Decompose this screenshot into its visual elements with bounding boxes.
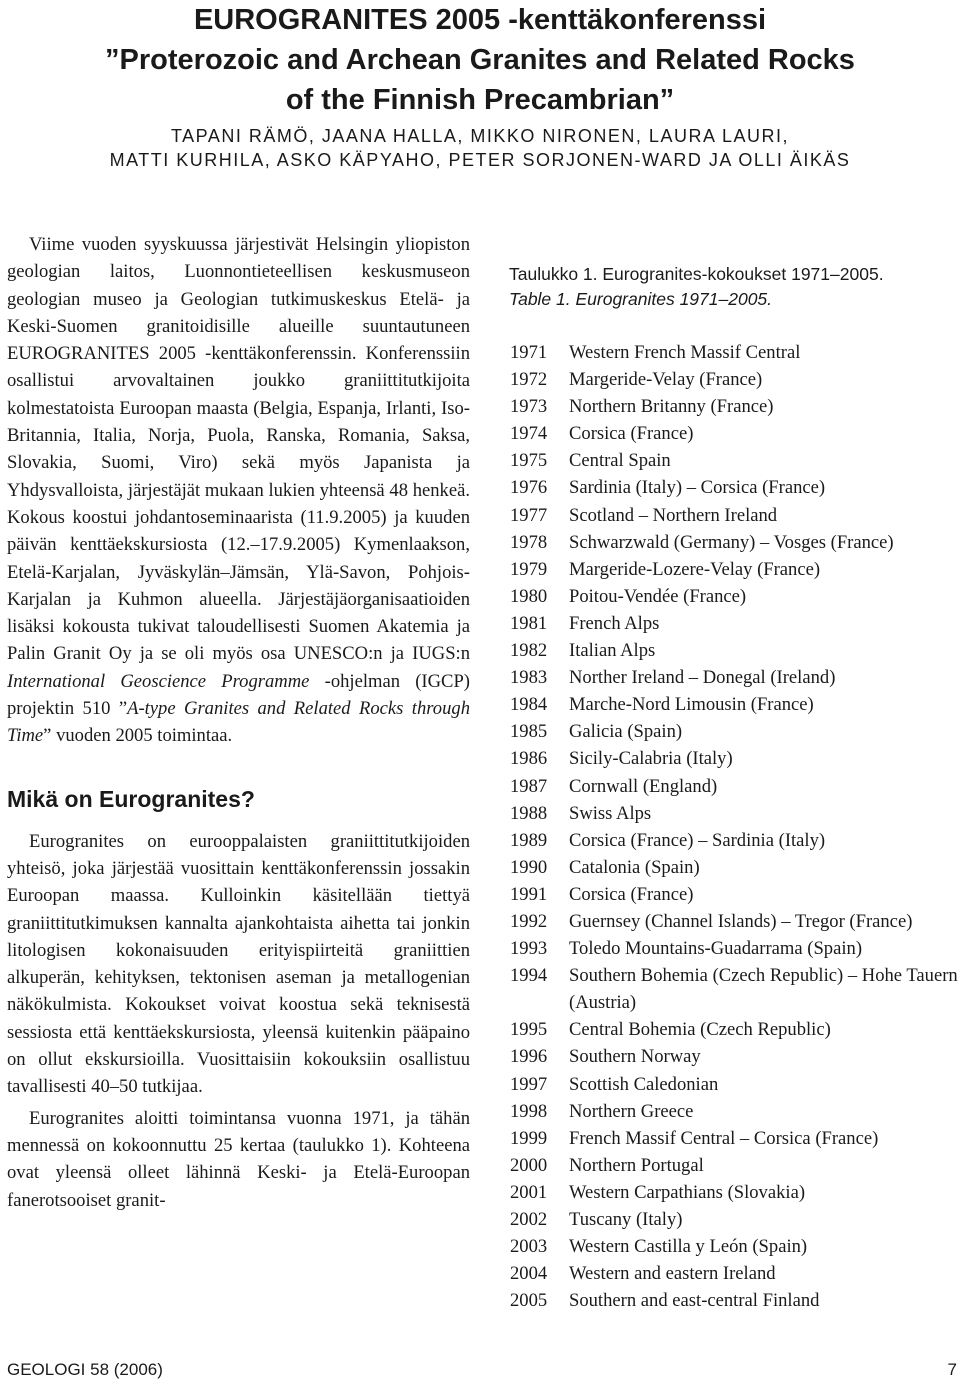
meeting-year: 1973 <box>510 396 548 418</box>
meeting-year: 1984 <box>510 694 548 716</box>
meeting-location: Central Bohemia (Czech Republic) <box>569 1019 831 1041</box>
meeting-location: Norther Ireland – Donegal (Ireland) <box>569 667 836 689</box>
table-caption-finnish: Taulukko 1. Eurogranites-kokoukset 1971–2005. <box>509 264 884 284</box>
meeting-year: 1977 <box>510 504 548 526</box>
meeting-year: 1993 <box>510 938 548 960</box>
meeting-year: 1988 <box>510 802 548 824</box>
meeting-location: Swiss Alps <box>569 802 652 824</box>
meeting-year: 1985 <box>510 721 548 743</box>
meeting-location: Schwarzwald (Germany) – Vosges (France) <box>569 531 894 553</box>
meeting-location: Guernsey (Channel Islands) – Tregor (France) <box>569 910 913 932</box>
table-row <box>509 637 959 664</box>
meeting-location: Western Carpathians (Slovakia) <box>569 1181 806 1203</box>
meeting-year: 2002 <box>510 1209 548 1230</box>
eurogranites-paragraph: Eurogranites on eurooppalaisten graniittitutkijoiden yhteisö, joka järjestää vuosittain kenttäkonferenssin jossakin Euroopan maassa. Kulloinkin käsitellään tiettyä graniittitutkimuksen kannalta ajankohtaista aihetta tai jonkin litologisen kokonaisuuden erityispiirteitä graniittien alkuperän, kehityksen, tektonisen aseman ja metallogenian näkökulmista. Kokoukset voivat koostua sekä teknisestä sessiosta että kenttäekskursiosta, yleensä kuitenkin pääpaino on ollut ekskursioilla. Vuosittaisiin kokouksiin osallistuu tavallisesti 40–50 tutkijaa. <box>7 830 470 1098</box>
table-row <box>509 881 959 908</box>
meeting-year: 1997 <box>510 1073 548 1095</box>
intro-text-e: ” vuoden 2005 toimintaa. <box>43 725 233 747</box>
meeting-year: 1978 <box>510 531 548 553</box>
table-row <box>509 908 959 935</box>
meeting-year: 2005 <box>510 1290 548 1312</box>
meeting-location: Corsica (France) <box>569 883 694 905</box>
meeting-location: Toledo Mountains-Guadarrama (Spain) <box>569 938 863 960</box>
intro-text-c: -ohjelman (IGCP) projektin 510 ” <box>7 670 470 720</box>
table-row <box>509 935 959 962</box>
meeting-year: 1990 <box>510 856 548 878</box>
meeting-year: 1983 <box>510 667 548 689</box>
table-row <box>509 529 959 556</box>
meeting-location: Northern Portugal <box>569 1154 704 1176</box>
table-row <box>509 664 959 691</box>
table-row <box>509 691 959 718</box>
meeting-location: Galicia (Spain) <box>569 721 683 743</box>
meeting-location: Southern Bohemia (Czech Republic) – Hohe Tauern (Austria) <box>569 965 958 1014</box>
meeting-location: Central Spain <box>569 450 671 472</box>
meeting-year: 1998 <box>510 1100 548 1122</box>
table-row <box>509 1260 959 1287</box>
table-row <box>509 1179 959 1206</box>
meeting-year: 1979 <box>510 558 548 580</box>
meeting-location: Poitou-Vendée (France) <box>569 585 747 607</box>
meeting-location: Margeride-Lozere-Velay (France) <box>569 558 821 580</box>
meeting-year: 1991 <box>510 883 548 905</box>
left-column <box>7 231 470 1214</box>
author-list <box>0 124 960 172</box>
table-row <box>509 502 959 529</box>
meeting-location: Northern Greece <box>569 1100 694 1122</box>
meeting-location: Corsica (France) <box>569 423 694 445</box>
table-row <box>509 1098 959 1125</box>
table-row <box>509 610 959 637</box>
table-row <box>509 1152 959 1179</box>
article-header <box>0 0 960 120</box>
table-row <box>509 1125 959 1152</box>
meeting-year: 2003 <box>510 1236 548 1258</box>
meeting-year: 2001 <box>510 1181 548 1203</box>
meeting-location: Southern Norway <box>569 1046 701 1068</box>
table-row <box>509 1233 959 1260</box>
authors-line-1: TAPANI RÄMÖ, JAANA HALLA, MIKKO NIRONEN, LAURA LAURI, <box>171 126 789 146</box>
eurogranites-meetings-table <box>509 339 959 1314</box>
meeting-year: 1971 <box>510 342 548 363</box>
meeting-year: 1995 <box>510 1019 548 1041</box>
table-row <box>509 854 959 881</box>
authors-line-2: MATTI KURHILA, ASKO KÄPYAHO, PETER SORJONEN-WARD JA OLLI ÄIKÄS <box>109 150 851 170</box>
meeting-year: 2004 <box>510 1263 548 1285</box>
table-row <box>509 1043 959 1070</box>
history-paragraph: Eurogranites aloitti toimintansa vuonna 1971, ja tähän mennessä on kokoonnuttu 25 kertaa (taulukko 1). Kohteena ovat yleensä olleet lähinnä Keski- ja Etelä-Euroopan fanerotsooiset granit- <box>7 1107 470 1211</box>
meeting-location: Cornwall (England) <box>569 775 718 797</box>
meeting-year: 2000 <box>510 1154 548 1176</box>
table-row <box>509 1206 959 1233</box>
meeting-location: Sicily-Calabria (Italy) <box>569 748 733 770</box>
table-row <box>509 718 959 745</box>
table-row <box>509 1071 959 1098</box>
meeting-year: 1976 <box>510 477 548 499</box>
meeting-location: Scottish Caledonian <box>569 1073 719 1095</box>
table-row <box>509 1287 959 1314</box>
meeting-location: Sardinia (Italy) – Corsica (France) <box>569 477 826 499</box>
intro-text-a: Viime vuoden syyskuussa järjestivät Helsingin yliopiston geologian laitos, Luonnontieteellisen keskusmuseon geologian museo ja Geologian tutkimuskeskus Etelä- ja Keski-Suomen granitoidisille alueille suuntautuneen EUROGRANITES 2005 -kenttäkonferenssin. Konferenssiin osallistui arvovaltainen joukko graniittitutkijoita kolmestatoista Euroopan maasta (Belgia, Espanja, Irlanti, Iso-Britannia, Italia, Norja, Puola, Ranska, Romania, Saksa, Slovakia, Suomi, Viro) sekä myös Japanista ja Yhdysvalloista, järjestäjät mukaan lukien yhteensä 48 henkeä. Kokous koostui johdantoseminaarista (11.9.2005) ja kuuden päivän kenttäekskursiosta (12.–17.9.2005) Kymenlaakson, Etelä-Karjalan, Jyväskylän–Jämsän, Ylä-Savon, Pohjois-Karjalan ja Kuhmon alueella. Järjestäjäorganisaatioiden lisäksi kokousta tukivat taloudellisesti Suomen Akatemia ja Palin Granit Oy ja se oli myös osa UNESCO:n ja IUGS:n <box>7 234 470 665</box>
meeting-location: Marche-Nord Limousin (France) <box>569 694 814 716</box>
meeting-year: 1972 <box>510 369 548 391</box>
meeting-year: 1999 <box>510 1127 548 1149</box>
table-row <box>509 447 959 474</box>
table-row <box>509 773 959 800</box>
table-caption-english: Table 1. Eurogranites 1971–2005. <box>509 289 773 309</box>
table-row <box>509 339 959 366</box>
table-row <box>509 583 959 610</box>
meeting-location: Southern and east-central Finland <box>569 1290 820 1312</box>
page-footer <box>7 1360 957 1380</box>
table-row <box>509 556 959 583</box>
meeting-year: 1975 <box>510 450 548 472</box>
article-title-line-3: of the Finnish Precambrian” <box>285 84 675 116</box>
intro-paragraph <box>7 231 470 750</box>
meeting-location: Catalonia (Spain) <box>569 856 700 878</box>
table-row <box>509 827 959 854</box>
meeting-year: 1980 <box>510 585 548 607</box>
section-heading: Mikä on Eurogranites? <box>7 785 255 812</box>
meeting-location: Western Castilla y León (Spain) <box>569 1236 808 1258</box>
table-row <box>509 474 959 501</box>
meeting-location: Corsica (France) – Sardinia (Italy) <box>569 829 826 851</box>
meeting-year: 1994 <box>510 965 548 987</box>
intro-text-italic-1: International Geoscience Programme <box>7 670 310 692</box>
meeting-location: Italian Alps <box>569 640 656 662</box>
table-row <box>509 745 959 772</box>
meeting-location: Tuscany (Italy) <box>569 1209 683 1230</box>
meeting-location: Western and eastern Ireland <box>569 1263 776 1285</box>
intro-text-italic-2: A-type Granites and Related Rocks through Time <box>7 698 470 747</box>
meeting-location: Northern Britanny (France) <box>569 396 774 418</box>
table-row <box>509 420 959 447</box>
table-row <box>509 962 959 1016</box>
meeting-year: 1996 <box>510 1046 548 1068</box>
meeting-year: 1986 <box>510 748 548 770</box>
page-number: 7 <box>947 1360 957 1379</box>
right-column <box>509 262 959 1314</box>
meeting-year: 1981 <box>510 612 548 634</box>
meeting-year: 1987 <box>510 775 548 797</box>
table-row <box>509 393 959 420</box>
meeting-year: 1974 <box>510 423 548 445</box>
meeting-year: 1989 <box>510 829 548 851</box>
meeting-location: French Massif Central – Corsica (France) <box>569 1127 879 1149</box>
meeting-location: French Alps <box>569 612 660 634</box>
journal-issue: GEOLOGI 58 (2006) <box>7 1360 163 1379</box>
table-row <box>509 366 959 393</box>
meeting-location: Margeride-Velay (France) <box>569 369 763 391</box>
table-row <box>509 1016 959 1043</box>
table-row <box>509 800 959 827</box>
meeting-location: Western French Massif Central <box>569 342 801 363</box>
meeting-year: 1982 <box>510 640 548 662</box>
article-title-line-2: ”Proterozoic and Archean Granites and Related Rocks <box>105 44 855 76</box>
meeting-location: Scotland – Northern Ireland <box>569 504 778 526</box>
article-title-line-1: EUROGRANITES 2005 -kenttäkonferenssi <box>193 4 767 36</box>
meeting-year: 1992 <box>510 910 548 932</box>
